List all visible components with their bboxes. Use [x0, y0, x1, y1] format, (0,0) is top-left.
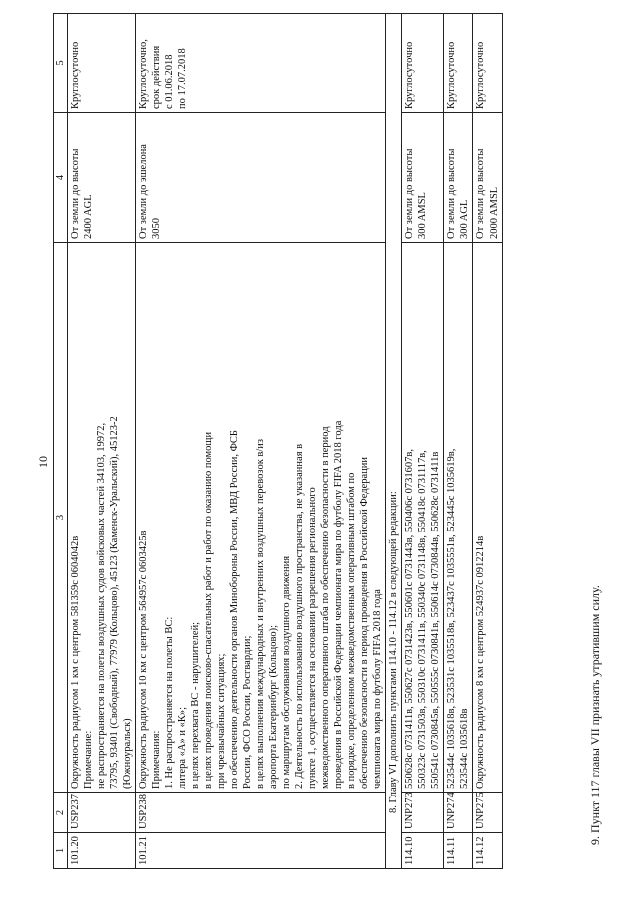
time-line: по 17.07.2018 [177, 48, 189, 109]
column-header: 2 [54, 793, 68, 833]
description-line: 523544с 1035618в [459, 708, 471, 789]
zone-description [68, 243, 136, 793]
zone-code: USP238 [136, 793, 386, 833]
operating-time [68, 14, 136, 113]
operating-time [136, 14, 386, 113]
operating-time [473, 14, 502, 113]
time-line: Круглосуточно [404, 41, 416, 109]
time-line: Круглосуточно [475, 41, 487, 109]
row-number: 114.12 [473, 833, 502, 869]
row-number: 114.11 [444, 833, 473, 869]
section-heading: 8. Главу VI дополнить пунктами 114.10 - 114.12 в следующей редакции: [386, 14, 402, 869]
description-line: межведомственного оперативного штаба по обеспечению безопасности в период [320, 426, 332, 789]
altitude-limits [444, 113, 473, 243]
altitude-line: От земли до высоты [446, 148, 458, 239]
altitude-line: 3050 [151, 218, 163, 239]
zone-description [473, 243, 502, 793]
time-line: срок действия [151, 45, 163, 109]
description-line: обеспечению безопасности в период проведения в Российской Федерации [359, 456, 371, 789]
description-line: России, ФСО России, Росгвардии; [242, 635, 254, 789]
altitude-line: От земли до высоты [404, 148, 416, 239]
description-line: 2. Деятельность по использованию воздушного пространства, не указанная в [294, 443, 306, 789]
description-line: в целях перехвата ВС - нарушителей; [190, 621, 202, 789]
table-row [473, 14, 502, 869]
time-line: с 01.06.2018 [164, 54, 176, 109]
column-header: 3 [54, 243, 68, 793]
table-row [68, 14, 136, 869]
column-header: 5 [54, 14, 68, 113]
description-line: 550628с 0731411в, 550627с 0731423в, 550601с 0731443в, 550406с 0731607в, [404, 449, 416, 789]
description-line: аэропорта Екатеринбург (Кольцово); [268, 624, 280, 789]
row-number: 101.21 [136, 833, 386, 869]
description-line: 550323с 0731503в, 550310с 0731411в, 550340с 0731148в, 550418с 0731117в, [417, 450, 429, 789]
table-row [136, 14, 386, 869]
description-line: чемпионата мира по футболу FIFA 2018 года [372, 589, 384, 789]
altitude-line: 2400 AGL [83, 194, 95, 239]
operating-time [444, 14, 473, 113]
zone-description [444, 243, 473, 793]
operating-time [402, 14, 444, 113]
airspace-table [53, 13, 503, 869]
description-line: 73795, 93401 (Свободный), 77979 (Кольцово), 45123 (Каменск-Уральский), 45123-2 [109, 416, 121, 789]
time-line: Круглосуточно [446, 41, 458, 109]
row-number: 114.10 [402, 833, 444, 869]
description-line: в целях выполнения международных и внутренних воздушных перевозок в/из [255, 438, 267, 789]
table-row [444, 14, 473, 869]
description-line: при чрезвычайных ситуациях; [216, 653, 228, 789]
altitude-line: 300 AMSL [417, 192, 429, 239]
column-header: 4 [54, 113, 68, 243]
altitude-limits [473, 113, 502, 243]
altitude-line: 300 AGL [459, 199, 471, 239]
zone-code: UNP274 [444, 793, 473, 833]
description-line: в целях проведения поисково-спасательных работ и работ по оказанию помощи [203, 431, 215, 789]
description-line: литера «А» и «К»; [177, 706, 189, 789]
description-line: Примечание: [83, 730, 95, 789]
description-line: (Южноуральск) [122, 718, 134, 789]
description-line: Окружность радиусом 10 км с центром 564957с 0603425в [138, 530, 150, 789]
description-line: по маршрутам обслуживания воздушного движения [281, 555, 293, 789]
time-line: Круглосуточно [70, 41, 82, 109]
amendment-note: 9. Пункт 117 главы VII признать утратившим силу. [588, 585, 602, 845]
description-line: в порядке, определенном межведомственным оперативным штабом по [346, 472, 358, 789]
altitude-line: От земли до высоты [70, 148, 82, 239]
description-line: Окружность радиусом 1 км с центром 581359с 0604042в [70, 535, 82, 789]
altitude-limits [68, 113, 136, 243]
description-line: пункте 1, осуществляется на основании разрешения регионального [307, 487, 319, 789]
time-line: Круглосуточно, [138, 39, 150, 109]
table-row [402, 14, 444, 869]
altitude-line: От земли до высоты [475, 148, 487, 239]
altitude-limits [136, 113, 386, 243]
description-line: 523544с 1035618в, 523531с 1035518в, 523437с 1035551в, 523445с 1035619в, [446, 448, 458, 789]
description-line: не распространяется на полеты воздушных судов войсковых частей 34103, 19972, [96, 422, 108, 789]
zone-code: USP237 [68, 793, 136, 833]
section-row [386, 14, 402, 869]
altitude-line: От земли до эшелона [138, 144, 150, 239]
description-line: по обеспечению деятельности органов Минобороны России, МВД России, ФСБ [229, 430, 241, 789]
zone-description [136, 243, 386, 793]
altitude-limits [402, 113, 444, 243]
description-line: Окружность радиусом 8 км с центром 524937с 0912214в [475, 535, 487, 789]
zone-description [402, 243, 444, 793]
zone-code: UNP273 [402, 793, 444, 833]
altitude-line: 2000 AMSL [488, 186, 500, 239]
column-header: 1 [54, 833, 68, 869]
description-line: 1. Не распространяется на полеты ВС: [164, 616, 176, 789]
zone-code: UNP275 [473, 793, 502, 833]
page-number: 10 [36, 456, 50, 468]
column-header-row [54, 14, 68, 869]
description-line: Примечания: [151, 730, 163, 789]
row-number: 101.20 [68, 833, 136, 869]
description-line: проведения в Российской Федерации чемпионата мира по футболу FIFA 2018 года [333, 420, 345, 789]
description-line: 550541с 0730845в, 550555с 0730841в, 550614с 0730844в, 550628с 0731411в [430, 451, 442, 789]
